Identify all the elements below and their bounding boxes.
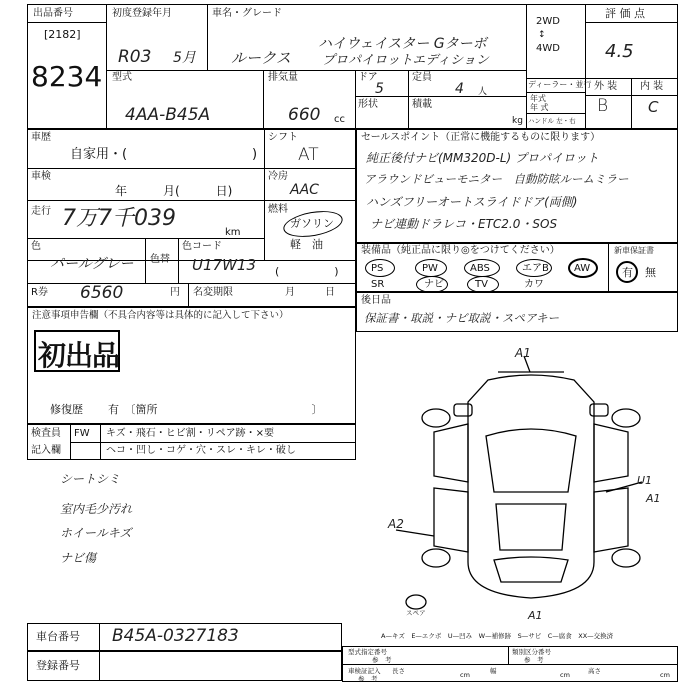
model-value: 4AA-B45A	[125, 105, 211, 125]
category-label: 類別区分番号	[512, 648, 551, 656]
displacement-value: 660	[288, 105, 321, 125]
length-label: 長さ	[392, 667, 405, 675]
equip-ps: PS	[371, 263, 384, 274]
inspector-row2: ヘコ・凹し・コゲ・穴・スレ・キレ・破し	[106, 445, 296, 456]
grade-line2: プロパイロットエディション	[322, 53, 489, 68]
memo-3: ホイールキズ	[60, 526, 132, 540]
score-value: 4.5	[605, 41, 634, 62]
lot-sub: [2182]	[44, 28, 81, 41]
shape-label: 形状	[358, 99, 378, 110]
equip-leather: カワ	[524, 279, 544, 290]
right-front-door	[594, 424, 628, 482]
year-model-label: 年式	[530, 94, 546, 103]
drive-4wd: 4WD	[536, 43, 560, 54]
reg-year: R03	[118, 47, 152, 67]
chassis-value: B45A-0327183	[112, 626, 239, 646]
handle-label: ハンドル 左・右	[528, 117, 576, 125]
circle-aw	[568, 258, 598, 278]
mark-right1: U1	[637, 474, 653, 487]
equip-airbag: エアB	[522, 263, 549, 274]
tire-front-left	[422, 409, 450, 427]
usage-label: 車歴	[31, 132, 51, 143]
size-label: 車検証記入	[348, 667, 381, 675]
repair-text: 有 〔箇所 〕	[108, 403, 323, 416]
grade-line1: ハイウェイスター Gターボ	[318, 36, 487, 52]
circle-warranty	[616, 261, 638, 283]
inspector-label1: 検査員	[31, 428, 61, 439]
documents-value: 保証書・取説・ナビ取説・スペアキー	[364, 311, 560, 325]
usage-value: 自家用・(	[70, 147, 128, 162]
doors-value: 5	[375, 81, 384, 97]
notes-label: 注意事項申告欄（不具合内容等は具体的に記入して下さい）	[32, 310, 289, 321]
memo-2: 室内毛少汚れ	[60, 502, 133, 516]
fuel-gas: ガソリン	[290, 217, 334, 230]
documents-label: 後日品	[361, 295, 391, 306]
equip-sr: SR	[371, 279, 385, 290]
circle-airbag	[516, 259, 552, 277]
windshield	[486, 429, 576, 492]
drive-2wd: 2WD	[536, 16, 560, 27]
mark-front: A1	[515, 346, 531, 360]
equip-abs: ABS	[470, 263, 490, 274]
warranty-no: 無	[645, 266, 656, 279]
tire-rear-right	[612, 549, 640, 567]
recycle-value: 6560	[80, 283, 124, 303]
mirror-left	[454, 404, 472, 416]
left-rear-door	[434, 488, 468, 552]
stamp-text: 初出品	[38, 339, 120, 372]
type-cert-label: 型式指定番号	[348, 648, 387, 656]
roof-area	[496, 504, 566, 550]
mark-left: A2	[388, 517, 404, 531]
color-code-value: U17W13	[192, 256, 256, 274]
capacity-value: 4	[455, 81, 464, 97]
damage-diagram	[356, 332, 678, 622]
shift-value: AT	[298, 145, 319, 165]
mileage-value: 7万7千039	[62, 206, 176, 231]
equip-navi: ナビ	[424, 279, 444, 290]
height-label: 高さ	[588, 667, 601, 675]
tire-rear-left	[422, 549, 450, 567]
name-label: 車名・グレード	[212, 8, 282, 19]
mirror-right	[590, 404, 608, 416]
circle-ps	[365, 259, 395, 277]
equipment-label: 装備品（純正品に限り◎をつけてください）	[361, 245, 560, 256]
lot-label: 出品番号	[33, 8, 73, 19]
mark-right2: A1	[646, 492, 661, 505]
name-change-label: 名変期限	[193, 287, 233, 298]
color-code-label: 色コード	[182, 241, 222, 252]
memo-4: ナビ傷	[60, 551, 97, 565]
car-name: ルークス	[231, 49, 291, 67]
inspector-label2: 記入欄	[31, 445, 61, 456]
memo-1: シートシミ	[60, 472, 121, 486]
ac-label: 冷房	[268, 171, 288, 182]
capacity-label: 定員	[412, 72, 432, 83]
doors-label: ドア	[358, 72, 378, 83]
right-rear-door	[594, 488, 628, 552]
chassis-label: 車台番号	[36, 630, 80, 643]
sales-line2: アラウンドビューモニター 自動防眩ルームミラー	[364, 172, 629, 186]
spare-tire	[406, 595, 426, 609]
circle-abs	[464, 259, 500, 277]
reg-label: 初度登録年月	[112, 8, 172, 19]
score-label: 評 価 点	[605, 7, 645, 20]
equip-pw: PW	[422, 263, 438, 274]
ac-value: AAC	[290, 182, 319, 198]
name-change-text: 月 日	[285, 287, 335, 298]
reg-no-label: 登録番号	[36, 659, 80, 672]
circle-pw	[415, 259, 447, 277]
width-label: 幅	[490, 667, 497, 675]
shift-label: シフト	[268, 132, 298, 143]
yen-unit: 円	[170, 287, 180, 298]
lot-number: 8234	[31, 60, 103, 93]
displacement-label: 排気量	[268, 72, 298, 83]
equip-aw: AW	[574, 263, 591, 274]
warranty-yes: 有	[622, 266, 633, 279]
load-label: 積載	[412, 99, 432, 110]
mark-rear: A1	[528, 609, 543, 622]
auction-sheet: 出品番号 [2182] 8234 初度登録年月 R03 5月 車名・グレード ルークス ハイウェイスター Gターボ プロパイロットエディション 2WD ↕ 4WD 評 価 点 4.5 外 装 内 装 B C 型式 4AA-B45A 排気量 660 cc ドア 5 定員 4 人 形状 積載 kg ディーラー・並行 年式 年 式 ハンドル 左・右 車歴 自家用・( ) シフト AT 車検 年 月( 日) 冷房 AAC 走行 7万7千039 km 燃料 ガソリン 軽 油 ( ) 色 パールグレー 色替 色コード U17W13 R券 6560 円 名変期限 月 日 注意事項申告欄（不具合内容等は具体的に記入して下さい） 初出品 修復歴 有 〔箇所 〕 検査員 記入欄 FW キズ・飛石・ヒビ割・リペア跡・×要 ヘコ・凹し・コゲ・穴・スレ・キレ・破し シートシミ 室内毛少汚れ ホイールキズ ナビ傷 セールスポイント（正常に機能するものに限ります） 純正後付ナビ(MM320D-L) プロパイロット アラウンドビューモニター 自動防眩ルームミラー ハンズフリーオートスライドドア(両側) ナビ連動ドラレコ・ETC2.0・SOS 装備品（純正品に限り◎をつけてください） 新車保証書 PS PW ABS エアB AW SR ナビ TV カワ 有 無 後日品 保証書・取説・ナビ取説・スペアキー A1 A2 U1 A1 A1 スペア A—キズ E—エクボ U—凹み W—補修跡 S—サビ C—腐食 XX—交換済 車台番号 B45A-0327183 登録番号 型式指定番号 参 考 類別区分番号 参 考 車検証記入 参 考 長さ cm 幅 cm 高さ cm	[0, 0, 700, 700]
ext-grade: B	[597, 96, 609, 116]
inspection-text: 年 月( 日)	[115, 184, 233, 198]
int-grade: C	[648, 98, 659, 116]
warranty-label: 新車保証書	[614, 246, 654, 255]
equip-tv: TV	[475, 279, 488, 290]
color-label: 色	[31, 241, 41, 252]
person-unit: 人	[478, 87, 488, 97]
inspector-fw: FW	[74, 428, 90, 439]
rear-window	[494, 557, 568, 582]
year-model-sub: 年 式	[530, 103, 549, 112]
color-change-label: 色替	[150, 254, 170, 265]
kg-unit: kg	[512, 116, 523, 126]
recycle-label: R券	[31, 287, 48, 298]
inspection-label: 車検	[31, 171, 51, 182]
cc-unit: cc	[334, 114, 345, 125]
reg-month: 5月	[173, 50, 196, 66]
car-body-outline	[468, 375, 594, 598]
color-value: パールグレー	[50, 256, 134, 272]
model-label: 型式	[112, 72, 132, 83]
repair-label: 修復歴	[50, 403, 83, 416]
sales-label: セールスポイント（正常に機能するものに限ります）	[361, 132, 601, 143]
diagram-legend: A—キズ E—エクボ U—凹み W—補修跡 S—サビ C—腐食 XX—交換済	[381, 632, 614, 640]
fuel-paren: ( )	[275, 265, 339, 278]
mileage-label: 走行	[31, 206, 51, 217]
spare-label: スペア	[406, 609, 426, 617]
km-unit: km	[225, 227, 241, 238]
tire-front-right	[612, 409, 640, 427]
ext-label: 外 装	[594, 81, 618, 92]
left-front-door	[434, 424, 468, 482]
circle-tv	[467, 276, 499, 293]
circle-navi	[416, 276, 448, 293]
inspector-row1: キズ・飛石・ヒビ割・リペア跡・×要	[106, 428, 274, 439]
sales-line1: 純正後付ナビ(MM320D-L) プロパイロット	[366, 151, 599, 165]
fuel-label: 燃料	[268, 204, 288, 215]
dealer-label: ディーラー・並行	[528, 80, 592, 89]
fuel-diesel: 軽 油	[290, 238, 323, 251]
int-label: 内 装	[640, 81, 664, 92]
sales-line4: ナビ連動ドラレコ・ETC2.0・SOS	[370, 217, 558, 231]
sales-line3: ハンズフリーオートスライドドア(両側)	[366, 195, 578, 209]
